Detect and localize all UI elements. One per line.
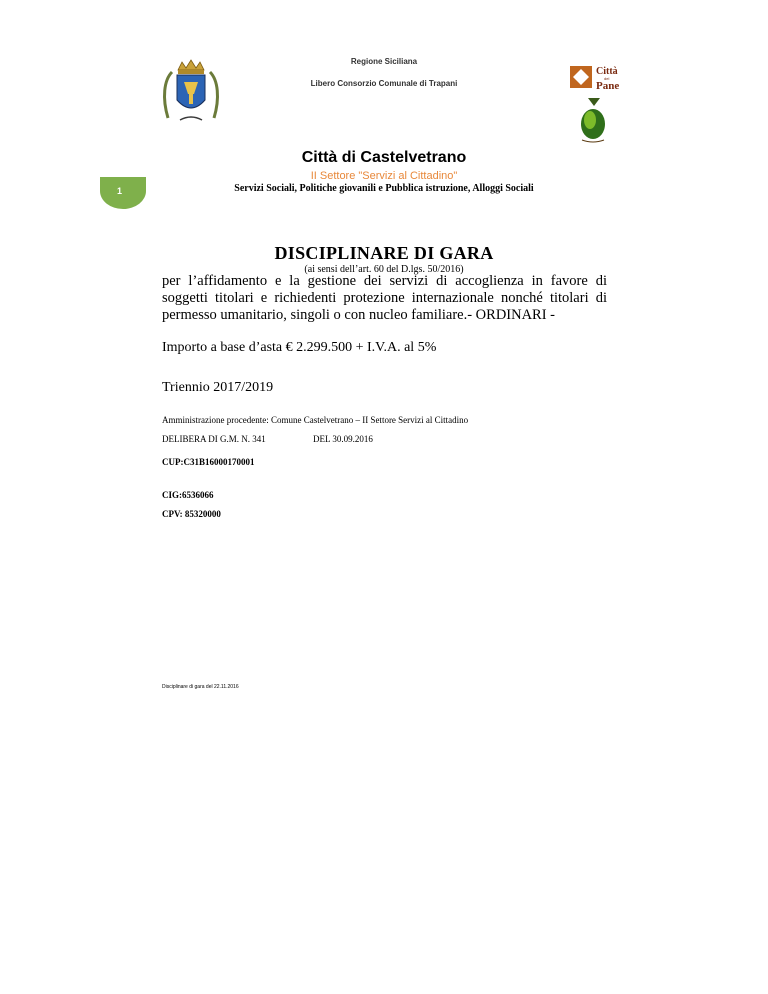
document-title: DISCIPLINARE DI GARA [274,243,494,263]
cup-code: CUP:C31B16000170001 [162,457,255,467]
svg-text:Pane: Pane [596,80,620,92]
document-body: per l’affidamento e la gestione dei servizi di accoglienza in favore di soggetti titolari e richiedenti protezione internazionale nonché titolari di permesso umanitario, singoli o con nucleo familiare.- ORDINARI - [162,273,607,323]
city-title: Città di Castelvetrano [301,149,467,166]
page-number: 1 [117,186,123,196]
svg-text:del: del [604,76,610,81]
cpv-code: CPV: 85320000 [162,509,221,519]
citta-del-pane-logo [566,62,630,149]
services-label: Servizi Sociali, Politiche giovanili e Pubblica istruzione, Alloggi Sociali [234,183,534,194]
region-label: Regione Siciliana [350,57,418,66]
cig-code: CIG:6536066 [162,490,214,500]
footer-text: Disciplinare di gara del 22.11.2016 [162,684,239,690]
document-subtitle: (ai sensi dell’art. 60 del D.lgs. 50/2016) [304,264,464,275]
consortium-label: Libero Consorzio Comunale di Trapani [310,79,458,88]
sector-label: II Settore "Servizi al Cittadino" [310,170,458,182]
resolution-number: DELIBERA DI G.M. N. 341 [162,434,266,444]
resolution-date: DEL 30.09.2016 [313,434,373,444]
base-amount: Importo a base d’asta € 2.299.500 + I.V.A. al 5% [162,340,437,355]
svg-text:Città: Città [596,66,618,77]
administration-label: Amministrazione procedente: Comune Castelvetrano – II Settore Servizi al Cittadino [162,415,469,425]
triennium: Triennio 2017/2019 [162,380,274,395]
coat-of-arms-logo [160,58,222,129]
